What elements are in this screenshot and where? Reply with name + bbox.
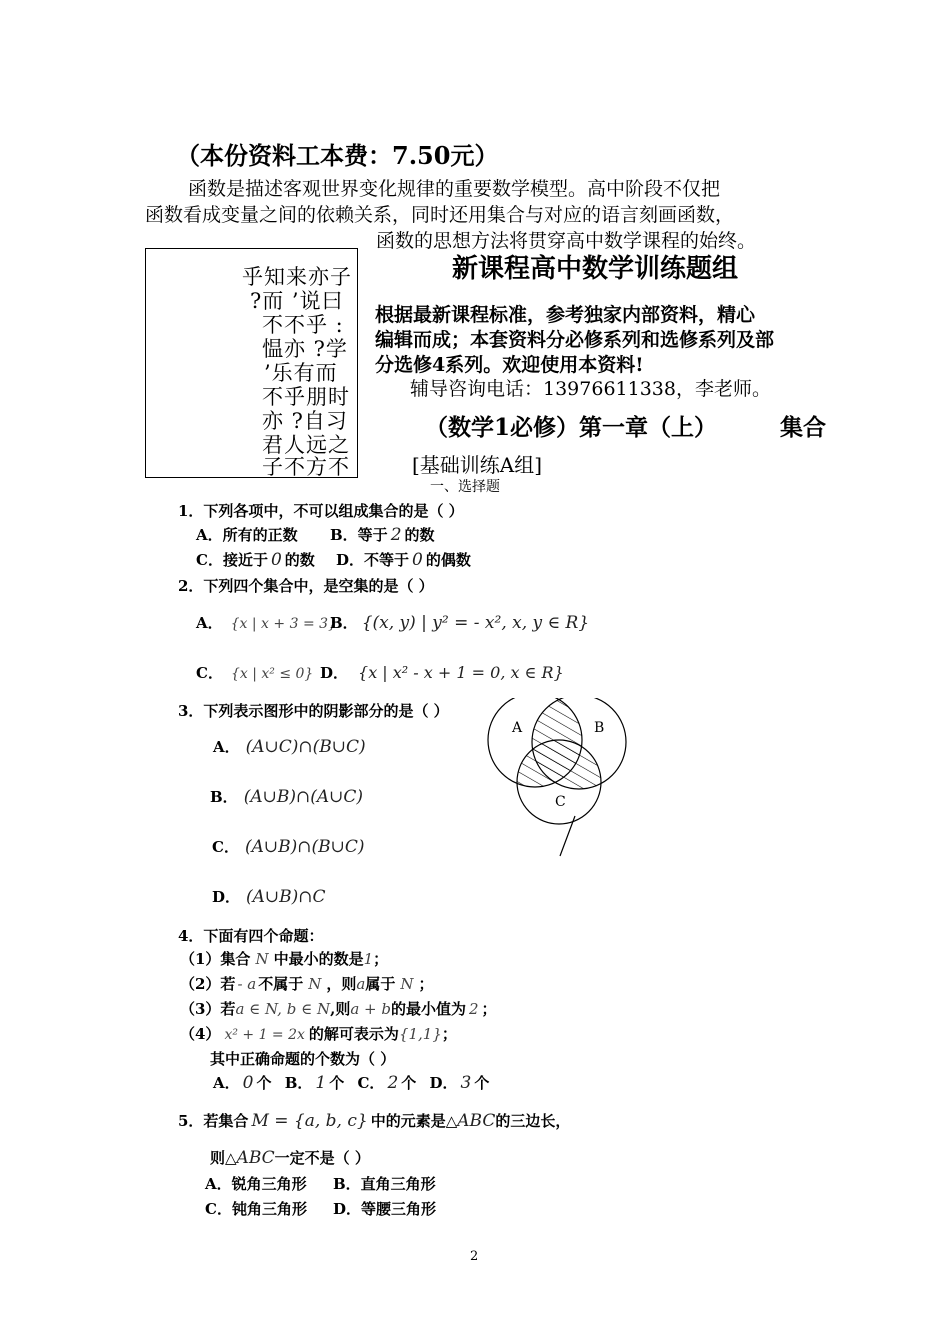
desc-line-1: 根据最新课程标准，参考独家内部资料，精心 [375, 304, 756, 326]
q2-option-c: C． {x | x² ≤ 0} [196, 664, 314, 682]
q2-option-d: D． {x | x² - x + 1 = 0, x ∈ R} [320, 663, 564, 682]
intro-line-3: 函数的思想方法将贯穿高中数学课程的始终。 [376, 230, 757, 252]
poem-line: 君人远之 [262, 433, 350, 457]
poem-line: 子不方不 [262, 455, 350, 479]
q3-option-b: B． (A∪B)∩(A∪C) [210, 787, 364, 807]
q5-stem: 5．若集合 M = {a, b, c} 中的元素是△ABC的三边长， [178, 1111, 571, 1131]
q1-option-c: C．接近于 0 的数 [196, 550, 315, 570]
venn-label-c: C [555, 794, 566, 810]
chapter-topic: 集合 [780, 414, 826, 441]
q4-proposition-1: （1）集合 N 中最小的数是1； [180, 950, 389, 968]
poem-line: ?而 ’说曰 [250, 289, 344, 313]
q4-ask: 其中正确命题的个数为（ ） [210, 1050, 396, 1068]
desc-line-3: 分选修4系列。欢迎使用本资料! [375, 354, 644, 376]
intro-line-1: 函数是描述客观世界变化规律的重要数学模型。高中阶段不仅把 [188, 178, 721, 200]
section-label: 一、选择题 [430, 479, 500, 495]
q2-option-b: B． {(x, y) | y² = - x², x, y ∈ R} [330, 613, 590, 633]
q2-option-a: A． {x | x + 3 = 3} [196, 614, 337, 632]
venn-label-a: A [512, 720, 523, 736]
q3-option-d: D． (A∪B)∩C [212, 887, 326, 907]
q5-option-c: C．钝角三角形 [205, 1200, 307, 1218]
q3-option-a: A． (A∪C)∩(B∪C) [213, 737, 366, 757]
q5-option-d: D．等腰三角形 [333, 1200, 437, 1218]
group-label: [基础训练A组] [412, 453, 543, 477]
price-note: （本份资料工本费：7.50元） [176, 141, 499, 170]
q4-option-c: C． 2 个 [357, 1073, 417, 1093]
poem-line: ’乐有而 [264, 361, 338, 385]
q4-option-b: B． 1 个 [284, 1073, 345, 1093]
poem-line: 不不乎 : [262, 313, 344, 337]
chapter-title: （数学1必修）第一章（上） [425, 414, 718, 441]
q4-stem: 4．下面有四个命题： [178, 927, 324, 945]
q4-proposition-2: （2）若 - a 不属于 N ，则a属于 N ； [180, 975, 434, 993]
venn-diagram [480, 698, 640, 860]
intro-line-2: 函数看成变量之间的依赖关系，同时还用集合与对应的语言刻画函数， [145, 204, 735, 226]
q1-option-a: A．所有的正数 [196, 526, 298, 544]
poem-line: 愠亦 ?学 [262, 337, 348, 361]
q5-option-a: A．锐角三角形 [205, 1175, 307, 1193]
q3-option-c: C． (A∪B)∩(B∪C) [212, 837, 365, 857]
series-title: 新课程高中数学训练题组 [452, 254, 739, 284]
desc-line-2: 编辑而成；本套资料分必修系列和选修系列及部 [375, 329, 775, 351]
q4-option-d: D． 3 个 [429, 1073, 490, 1093]
q2-stem: 2．下列四个集合中，是空集的是（ ） [178, 577, 434, 595]
venn-label-b: B [594, 720, 605, 736]
q1-option-b: B．等于 2 的数 [330, 525, 435, 545]
q4-proposition-3: （3）若a ∈ N, b ∈ N,则a + b的最小值为 2 ； [180, 1000, 497, 1018]
page-number: 2 [470, 1249, 479, 1264]
q1-stem: 1．下列各项中，不可以组成集合的是（ ） [178, 502, 464, 520]
q1-option-d: D．不等于 0 的偶数 [336, 550, 471, 570]
poem-line: 亦 ?自习 [262, 409, 348, 433]
q5-option-b: B．直角三角形 [333, 1175, 436, 1193]
q5-ask: 则△ABC一定不是（ ） [210, 1148, 370, 1168]
q4-option-a: A． 0 个 [213, 1073, 272, 1093]
poem-box [145, 248, 358, 478]
poem-line: 乎知来亦子 [242, 265, 352, 289]
venn-pointer-line [560, 816, 575, 856]
q4-proposition-4: （4） x² + 1 = 2x 的解可表示为{1,1}； [180, 1025, 457, 1043]
poem-line: 不乎朋时 [262, 385, 350, 409]
q3-stem: 3．下列表示图形中的阴影部分的是（ ） [178, 702, 449, 720]
contact-line: 辅导咨询电话：13976611338，李老师。 [410, 378, 771, 400]
q4-options [213, 1072, 489, 1093]
